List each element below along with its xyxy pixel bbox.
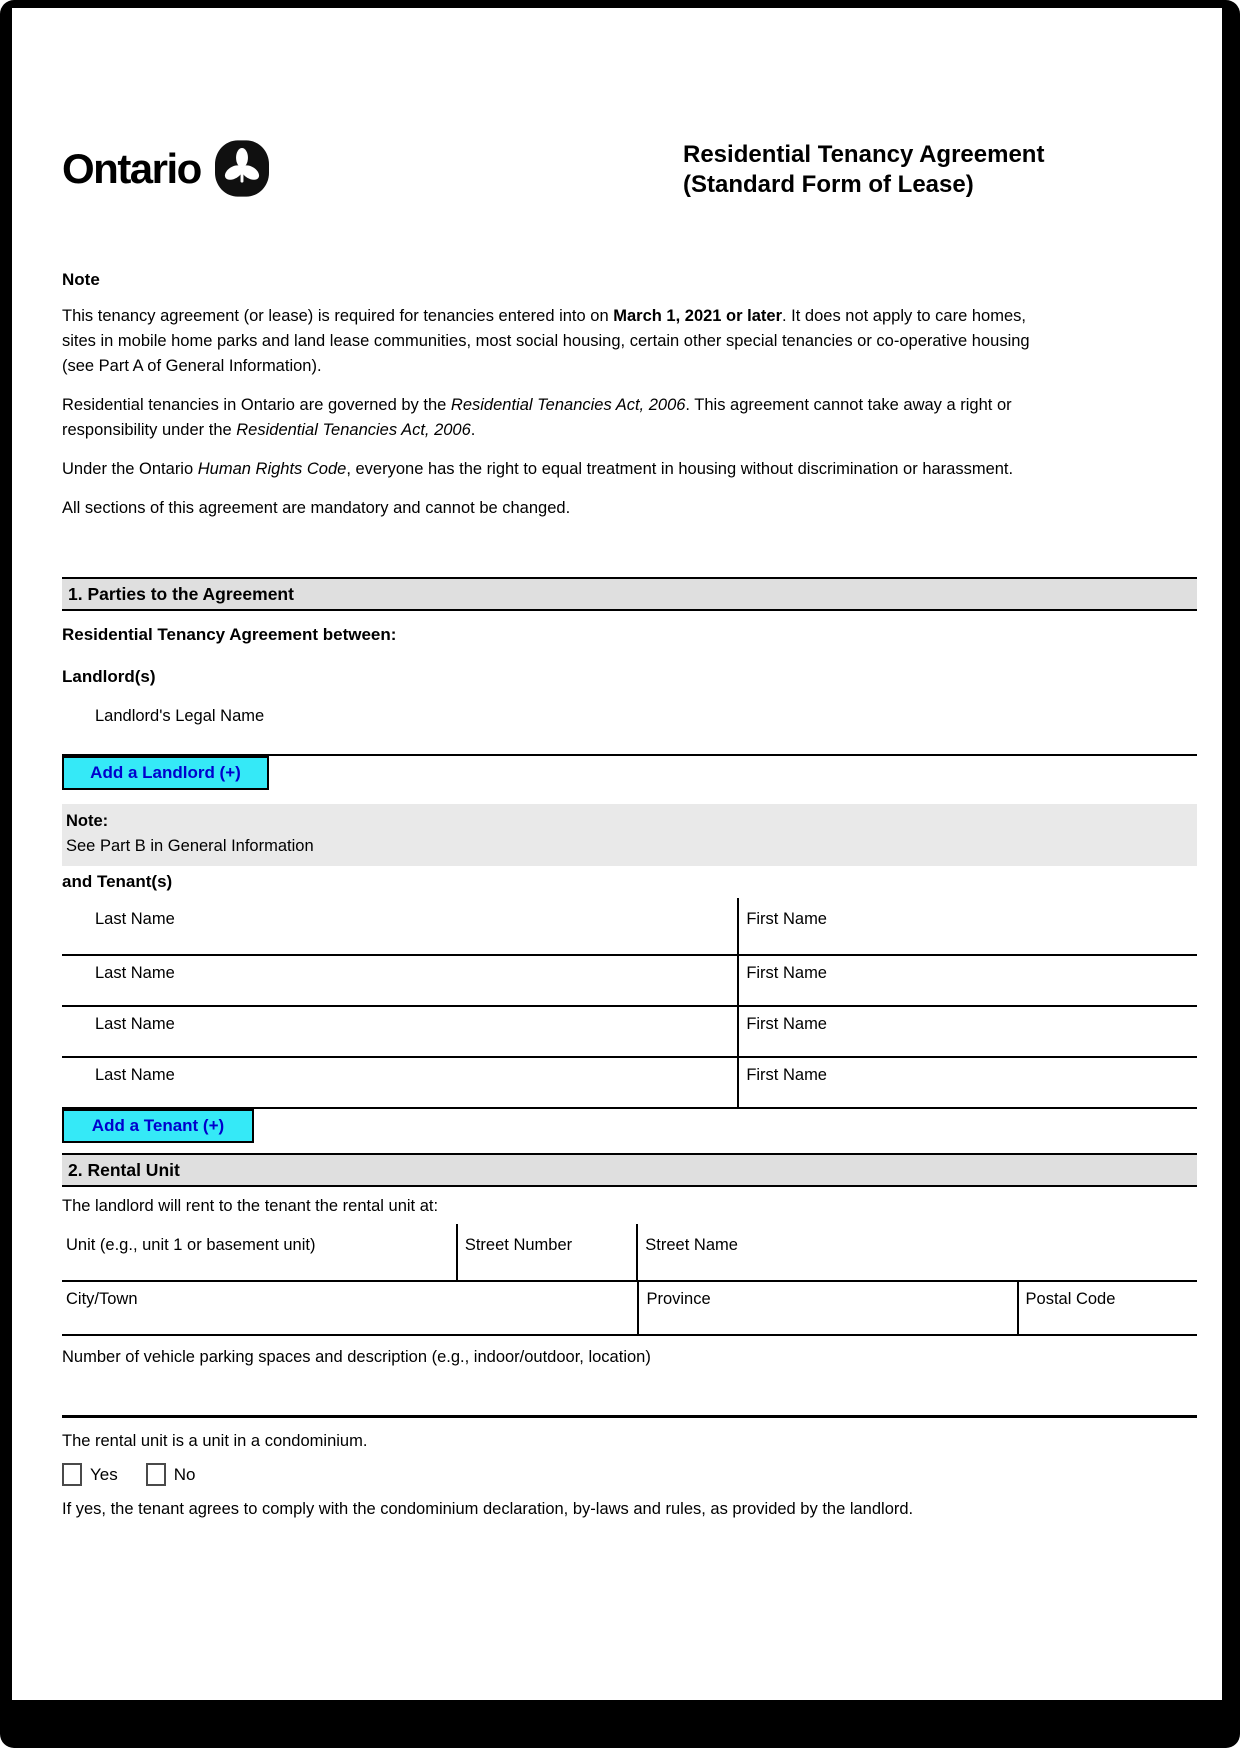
- tenants-label: and Tenant(s): [62, 872, 173, 891]
- postal-code-field[interactable]: [1017, 1282, 1197, 1334]
- condo-no-group: [146, 1463, 196, 1486]
- landlord-legal-name-field[interactable]: [62, 687, 1197, 756]
- tenant-4-first-name-label: First Name: [746, 1066, 827, 1084]
- unit-field[interactable]: [62, 1224, 456, 1280]
- p2-act-title: Residential Tenancies Act, 2006: [450, 396, 686, 414]
- landlord-legal-name-label: Landlord's Legal Name: [95, 707, 265, 725]
- ontario-wordmark: Ontario: [62, 144, 201, 192]
- document-title: [683, 140, 1044, 200]
- tenant-row-1: [62, 898, 1197, 956]
- tenant-1-last-name-label: Last Name: [95, 910, 175, 928]
- tenant-3-last-name-field[interactable]: [62, 1007, 737, 1056]
- p1-text-end: . It does not apply to care homes, sites in mobile home parks and land lease communities, most social housing, certain other special tenancies or co-operative housing (see Part A of General Information).: [62, 307, 1030, 375]
- tenant-4-last-name-label: Last Name: [95, 1066, 175, 1084]
- city-town-label: City/Town: [66, 1290, 138, 1308]
- address-row-1: [62, 1224, 1197, 1282]
- condo-yes-label: Yes: [90, 1464, 118, 1484]
- tenant-table: [62, 898, 1197, 1109]
- tenant-row-2: [62, 956, 1197, 1007]
- note-paragraph-4: All sections of this agreement are mandatory and cannot be changed.: [62, 499, 571, 517]
- header: [62, 140, 1197, 204]
- p1-bold-date: March 1, 2021 or later: [613, 307, 782, 325]
- form-page: [12, 8, 1222, 1700]
- document-title-line1: Residential Tenancy Agreement: [683, 141, 1045, 168]
- tenant-1-first-name-label: First Name: [746, 910, 827, 928]
- note-paragraph-1: [62, 304, 1052, 379]
- condominium-statement: The rental unit is a unit in a condominium.: [62, 1432, 368, 1450]
- p3-text-end: , everyone has the right to equal treatment in housing without discrimination or harassment.: [346, 460, 1014, 478]
- tenant-4-last-name-field[interactable]: [62, 1058, 737, 1107]
- p2-text-end: .: [470, 421, 476, 439]
- street-number-label: Street Number: [464, 1236, 573, 1254]
- street-name-field[interactable]: [636, 1224, 1197, 1280]
- tenant-3-first-name-label: First Name: [746, 1015, 827, 1033]
- tenant-2-last-name-field[interactable]: [62, 956, 737, 1005]
- tenant-1-last-name-field[interactable]: [62, 898, 737, 954]
- section-2-header: 2. Rental Unit: [62, 1153, 1197, 1187]
- tenant-3-last-name-label: Last Name: [95, 1015, 175, 1033]
- add-tenant-button[interactable]: Add a Tenant (+): [62, 1109, 254, 1143]
- note-paragraph-3: [62, 457, 1052, 482]
- p2-text: Residential tenancies in Ontario are governed by the: [62, 396, 451, 414]
- condo-no-checkbox[interactable]: [146, 1463, 166, 1486]
- tenant-row-4: [62, 1058, 1197, 1109]
- condo-no-label: No: [173, 1464, 196, 1484]
- condo-compliance-note: If yes, the tenant agrees to comply with the condominium declaration, by-laws and rules, as provided by the landlord.: [62, 1500, 914, 1518]
- p1-text: This tenancy agreement (or lease) is required for tenancies entered into on: [62, 307, 614, 325]
- unit-label: Unit (e.g., unit 1 or basement unit): [66, 1236, 316, 1254]
- note-heading: Note: [62, 270, 100, 289]
- parking-label: Number of vehicle parking spaces and description (e.g., indoor/outdoor, location): [62, 1348, 651, 1366]
- city-town-field[interactable]: [62, 1282, 637, 1334]
- p3-text: Under the Ontario: [62, 460, 198, 478]
- postal-code-label: Postal Code: [1025, 1290, 1116, 1308]
- trillium-icon: [215, 140, 269, 197]
- street-number-field[interactable]: [456, 1224, 636, 1280]
- province-label: Province: [646, 1290, 711, 1308]
- divider-rule: [62, 1415, 1197, 1418]
- address-row-2: [62, 1282, 1197, 1336]
- note-box-text: See Part B in General Information: [66, 837, 314, 855]
- add-landlord-button[interactable]: Add a Landlord (+): [62, 756, 269, 790]
- parking-field[interactable]: [62, 1348, 1197, 1367]
- document-title-line2: (Standard Form of Lease): [683, 171, 974, 198]
- street-name-label: Street Name: [645, 1236, 738, 1254]
- tenant-row-3: [62, 1007, 1197, 1058]
- note-box-title: Note:: [66, 812, 109, 830]
- condo-yes-checkbox[interactable]: [62, 1463, 82, 1486]
- province-field[interactable]: [637, 1282, 1016, 1334]
- p2-act-title-2: Residential Tenancies Act, 2006: [236, 421, 471, 439]
- tenant-2-first-name-field[interactable]: [737, 956, 1197, 1005]
- landlords-label: Landlord(s): [62, 667, 156, 686]
- condo-yes-no-row: [62, 1463, 1197, 1486]
- note-paragraph-2: [62, 393, 1052, 443]
- rental-unit-intro: The landlord will rent to the tenant the rental unit at:: [62, 1197, 439, 1215]
- condo-yes-group: [62, 1463, 118, 1486]
- part-b-note-box: [62, 804, 1197, 866]
- agreement-between-label: Residential Tenancy Agreement between:: [62, 625, 397, 644]
- tenant-2-last-name-label: Last Name: [95, 964, 175, 982]
- tenant-1-first-name-field[interactable]: [737, 898, 1197, 954]
- p2-text-mid: . This agreement cannot take away a right or responsibility under the: [62, 396, 1012, 439]
- p3-code-title: Human Rights Code: [197, 460, 347, 478]
- section-1-header: 1. Parties to the Agreement: [62, 577, 1197, 611]
- tenant-4-first-name-field[interactable]: [737, 1058, 1197, 1107]
- tenant-3-first-name-field[interactable]: [737, 1007, 1197, 1056]
- tenant-2-first-name-label: First Name: [746, 964, 827, 982]
